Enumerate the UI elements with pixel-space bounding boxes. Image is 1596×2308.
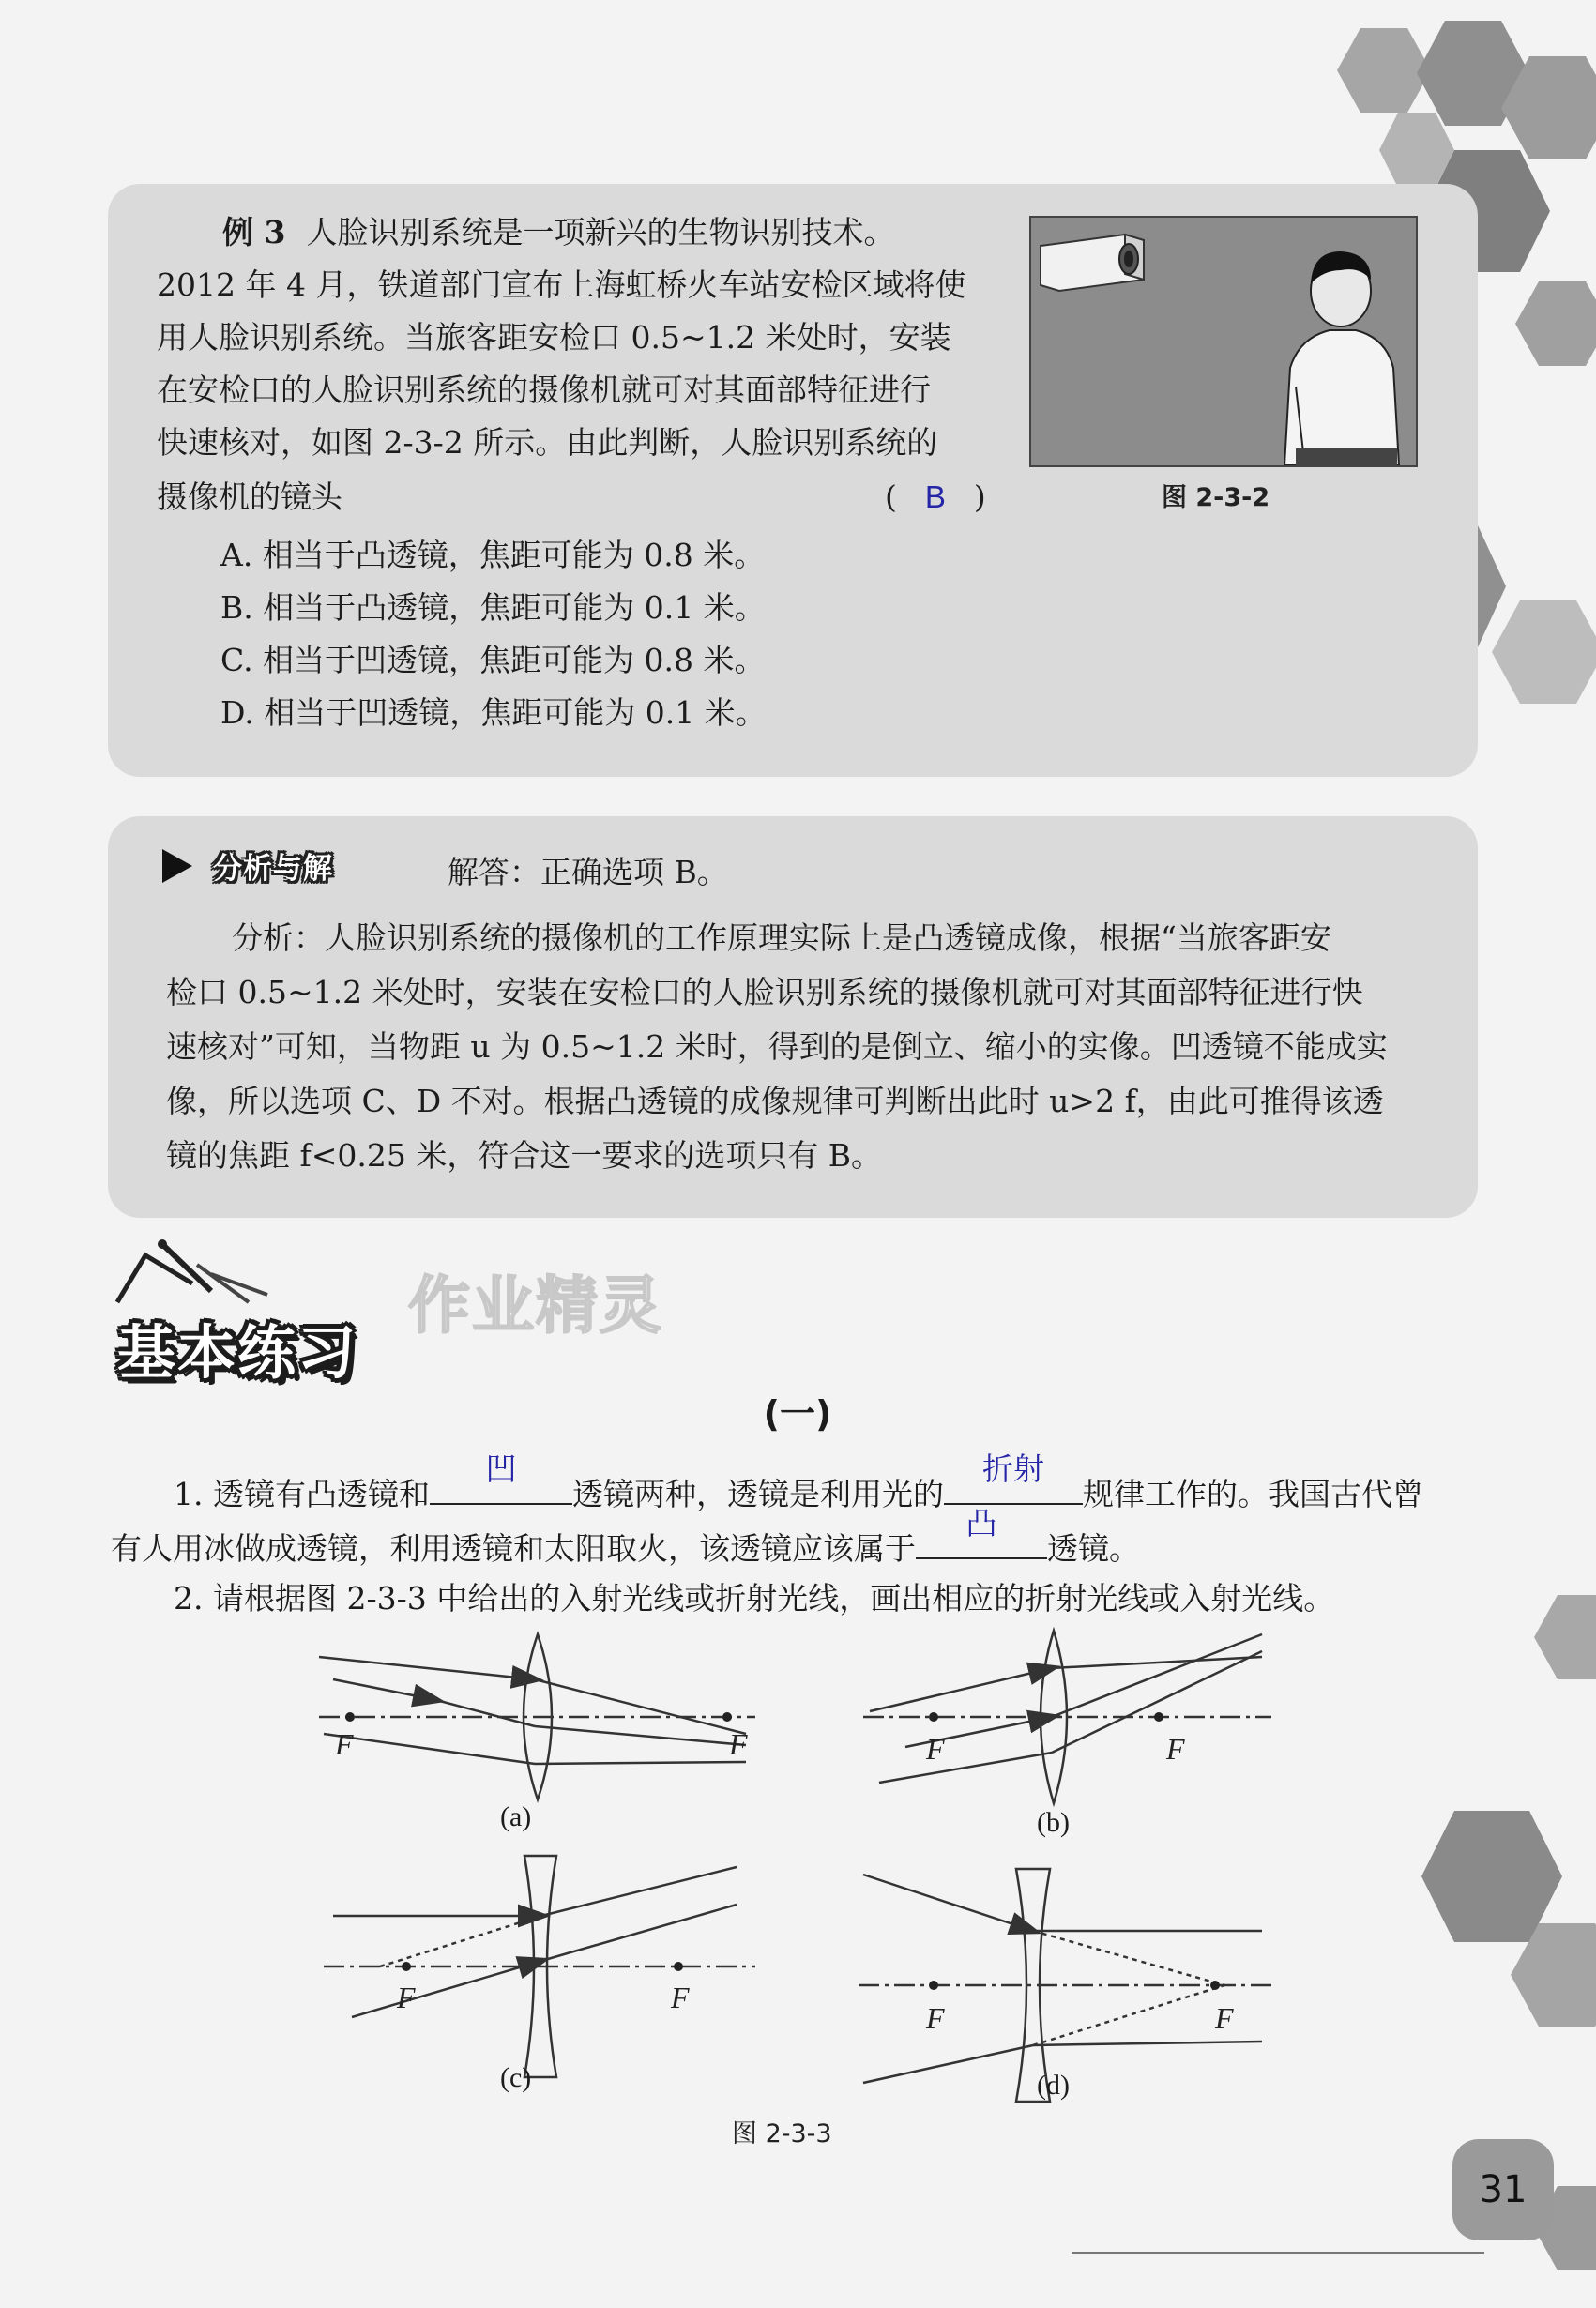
- option-a: A. 相当于凸透镜，焦距可能为 0.8 米。: [220, 537, 766, 573]
- lens-figures: [296, 1623, 1290, 2120]
- option-d: D. 相当于凹透镜，焦距可能为 0.1 米。: [220, 694, 767, 731]
- analysis-line: 检口 0.5~1.2 米处时，安装在安检口的人脸识别系统的摄像机就可对其面部特征进行快: [166, 974, 1363, 1010]
- footer-divider: [1072, 2252, 1484, 2254]
- focus-label: F: [671, 1981, 690, 2014]
- example-line: 快速核对，如图 2-3-2 所示。由此判断，人脸识别系统的: [157, 424, 938, 461]
- face-recognition-photo: [1029, 216, 1418, 467]
- example-label: 例 3: [222, 214, 286, 251]
- focus-point: [929, 1712, 938, 1722]
- subsection-title: (一): [763, 1393, 832, 1435]
- answer-blank: [916, 1505, 1047, 1559]
- focus-point: [402, 1962, 411, 1971]
- blank-answer: 凸: [965, 1505, 997, 1541]
- focus-point: [345, 1712, 355, 1722]
- analysis-badge-label: 分析与解: [213, 852, 333, 886]
- example-line: 2012 年 4 月，铁道部门宣布上海虹桥火车站安检区域将使: [157, 266, 966, 303]
- analysis-answer: 解答：正确选项 B。: [448, 854, 728, 890]
- diagram-caption-a: (a): [500, 1801, 532, 1832]
- answer-bracket: ( B ): [885, 478, 986, 515]
- example-line: 例 3 人脸识别系统是一项新兴的生物识别技术。: [222, 214, 895, 251]
- watermark: 作业精灵: [408, 1269, 663, 1342]
- answer-blank: [944, 1450, 1083, 1505]
- example-box: [108, 184, 1478, 777]
- example-line: 在安检口的人脸识别系统的摄像机就可对其面部特征进行: [157, 372, 931, 408]
- blank-answer: 凹: [485, 1450, 517, 1487]
- section-logo: [108, 1237, 408, 1396]
- diagram-caption-d: (d): [1037, 2070, 1070, 2101]
- section-title: 基本练习: [117, 1318, 358, 1387]
- analysis-line: 镜的焦距 f<0.25 米，符合这一要求的选项只有 B。: [166, 1137, 883, 1174]
- answer-blank: [430, 1450, 572, 1505]
- focus-label: F: [1166, 1732, 1185, 1766]
- option-b: B. 相当于凸透镜，焦距可能为 0.1 米。: [220, 589, 766, 626]
- analysis-line: 像，所以选项 C、D 不对。根据凸透镜的成像规律可判断出此时 u>2 f，由此可推得该透: [166, 1083, 1384, 1119]
- focus-label: F: [729, 1727, 748, 1761]
- focus-point: [929, 1981, 938, 1990]
- camera-and-person-illustration: [1031, 218, 1416, 465]
- blank-answer: 折射: [981, 1450, 1044, 1487]
- diagram-caption-c: (c): [500, 2062, 532, 2093]
- analysis-box: [108, 816, 1478, 1218]
- focus-point: [1154, 1712, 1163, 1722]
- photo-caption: 图 2-3-2: [1162, 483, 1270, 512]
- analysis-badge: [160, 844, 333, 887]
- pen-icon: [108, 1237, 296, 1312]
- option-c: C. 相当于凹透镜，焦距可能为 0.8 米。: [220, 642, 766, 678]
- diagram-caption-b: (b): [1037, 1807, 1070, 1838]
- focus-label: F: [1215, 2001, 1234, 2035]
- focus-point: [722, 1712, 732, 1722]
- focus-point: [674, 1962, 683, 1971]
- example-answer: B: [924, 479, 946, 514]
- example-line: 用人脸识别系统。当旅客距安检口 0.5~1.2 米处时，安装: [157, 319, 951, 356]
- analysis-line: 速核对”可知，当物距 u 为 0.5~1.2 米时，得到的是倒立、缩小的实像。凹透镜不能成实: [166, 1028, 1388, 1065]
- figure-caption: 图 2-3-3: [732, 2119, 832, 2149]
- triangle-arrow-icon: [160, 847, 194, 885]
- focus-point: [1210, 1981, 1220, 1990]
- page-number: 31: [1452, 2139, 1554, 2240]
- focus-label: F: [397, 1981, 416, 2014]
- question-1-line-1: 1. 透镜有凸透镜和 凹 透镜两种，透镜是利用光的 折射 规律工作的。我国古代曾: [174, 1450, 1423, 1512]
- focus-label: F: [926, 2001, 945, 2035]
- question-2: 2. 请根据图 2-3-3 中给出的入射光线或折射光线，画出相应的折射光线或入射光线。: [174, 1580, 1335, 1617]
- focus-label: F: [926, 1732, 945, 1766]
- example-line: 摄像机的镜头: [157, 478, 342, 515]
- lens-diagram: [296, 1623, 1290, 2124]
- focus-label: F: [335, 1727, 354, 1761]
- question-1-line-2: 有人用冰做成透镜，利用透镜和太阳取火，该透镜应该属于 凸 透镜。: [111, 1505, 1140, 1567]
- analysis-line: 分析：人脸识别系统的摄像机的工作原理实际上是凸透镜成像，根据“当旅客距安: [232, 919, 1331, 956]
